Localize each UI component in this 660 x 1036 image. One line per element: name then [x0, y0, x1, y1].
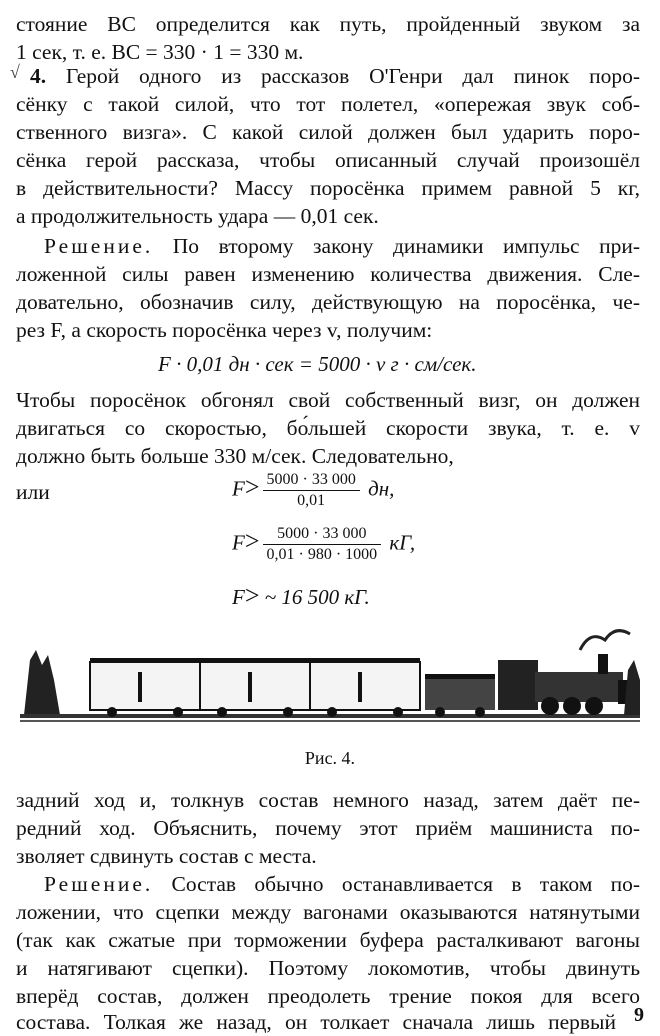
greater-sign: > — [244, 472, 260, 502]
formula-unit: кГ, — [389, 530, 416, 555]
text-line: ложении, что сцепки между вагонами оказываются натянутыми — [16, 900, 640, 924]
solution-label: Решение. — [44, 872, 154, 896]
text-line: сёнка герой рассказа, чтобы описанный случай произошёл — [16, 148, 640, 172]
text-line: а продолжительность удара — 0,01 сек. — [16, 204, 379, 228]
margin-check-mark: √ — [10, 62, 20, 82]
text-line: в действительности? Массу поросёнка примем равной 5 кг, — [16, 176, 640, 200]
text-line: довательно, обозначив силу, действующую на поросёнка, че- — [16, 290, 640, 314]
fraction — [263, 470, 360, 511]
text-line: двигаться со скоростью, бо́льшей скорости звука, т. е. v — [16, 416, 640, 440]
text-line: редний ход. Объяснить, почему этот приём машиниста по- — [16, 816, 640, 840]
text-line: состава. Толкая же назад, он толкает сначала лишь первый — [16, 1010, 616, 1034]
formula-rhs: ~ 16 500 кГ. — [264, 585, 370, 609]
text-line: или — [16, 480, 50, 504]
page-number: 9 — [634, 1004, 644, 1026]
formula-impulse: F · 0,01 дн · сек = 5000 · v г · см/сек. — [158, 352, 477, 376]
train-illustration — [20, 620, 640, 735]
text-line: должно быть больше 330 м/сек. Следовательно, — [16, 444, 454, 468]
text-span: Состав обычно останавливается в таком по- — [171, 872, 640, 896]
greater-sign: > — [244, 526, 260, 556]
formula-inequality-2 — [232, 524, 415, 565]
fraction-numerator: 5000 · 33 000 — [263, 524, 382, 545]
fraction-denominator: 0,01 — [297, 492, 326, 509]
text-span: Герой одного из рассказов О'Генри дал пинок поро- — [65, 64, 640, 88]
solution-label: Решение. — [44, 234, 154, 258]
text-line: вперёд состав, должен преодолеть трение покоя для всего — [16, 984, 640, 1008]
formula-lhs: F — [232, 585, 245, 609]
text-line: стояние ВС определится как путь, пройденный звуком за — [16, 12, 640, 36]
train-figure — [20, 620, 640, 735]
text-line: 1 сек, т. е. ВС = 330 · 1 = 330 м. — [16, 40, 304, 64]
fraction-numerator: 5000 · 33 000 — [263, 470, 360, 491]
text-line: и натягивают сцепки). Поэтому локомотив, чтобы двинуть — [16, 956, 640, 980]
problem-number: 4. — [30, 64, 47, 88]
text-line: (так как сжатые при торможении буфера расталкивают вагоны — [16, 928, 640, 952]
formula-inequality-1 — [232, 470, 394, 511]
formula-unit: дн, — [368, 476, 395, 501]
text-line: ложенной силы равен изменению количества движения. Сле- — [16, 262, 640, 286]
text-span: По второму закону динамики импульс при- — [172, 234, 640, 258]
fraction — [263, 524, 382, 565]
solution-1-first-line — [44, 232, 640, 260]
text-line: задний ход и, толкнув состав немного назад, затем даёт пе- — [16, 788, 640, 812]
formula-lhs: F — [232, 476, 245, 501]
text-line: Чтобы поросёнок обгонял свой собственный визг, он должен — [16, 388, 640, 412]
formula-lhs: F — [232, 530, 245, 555]
text-line: зволяет сдвинуть состав с места. — [16, 844, 317, 868]
solution-2-first-line — [44, 870, 640, 898]
text-line: рез F, а скорость поросёнка через v, получим: — [16, 318, 433, 342]
problem-4-first-line — [30, 62, 640, 90]
fraction-denominator: 0,01 · 980 · 1000 — [266, 546, 378, 563]
figure-caption: Рис. 4. — [304, 748, 356, 768]
text-line: сёнку с такой силой, что тот полетел, «опережая звук соб- — [16, 92, 640, 116]
text-line: ственного визга». С какой силой должен был ударить поро- — [16, 120, 640, 144]
greater-sign: > — [244, 581, 260, 610]
formula-result — [232, 582, 370, 611]
